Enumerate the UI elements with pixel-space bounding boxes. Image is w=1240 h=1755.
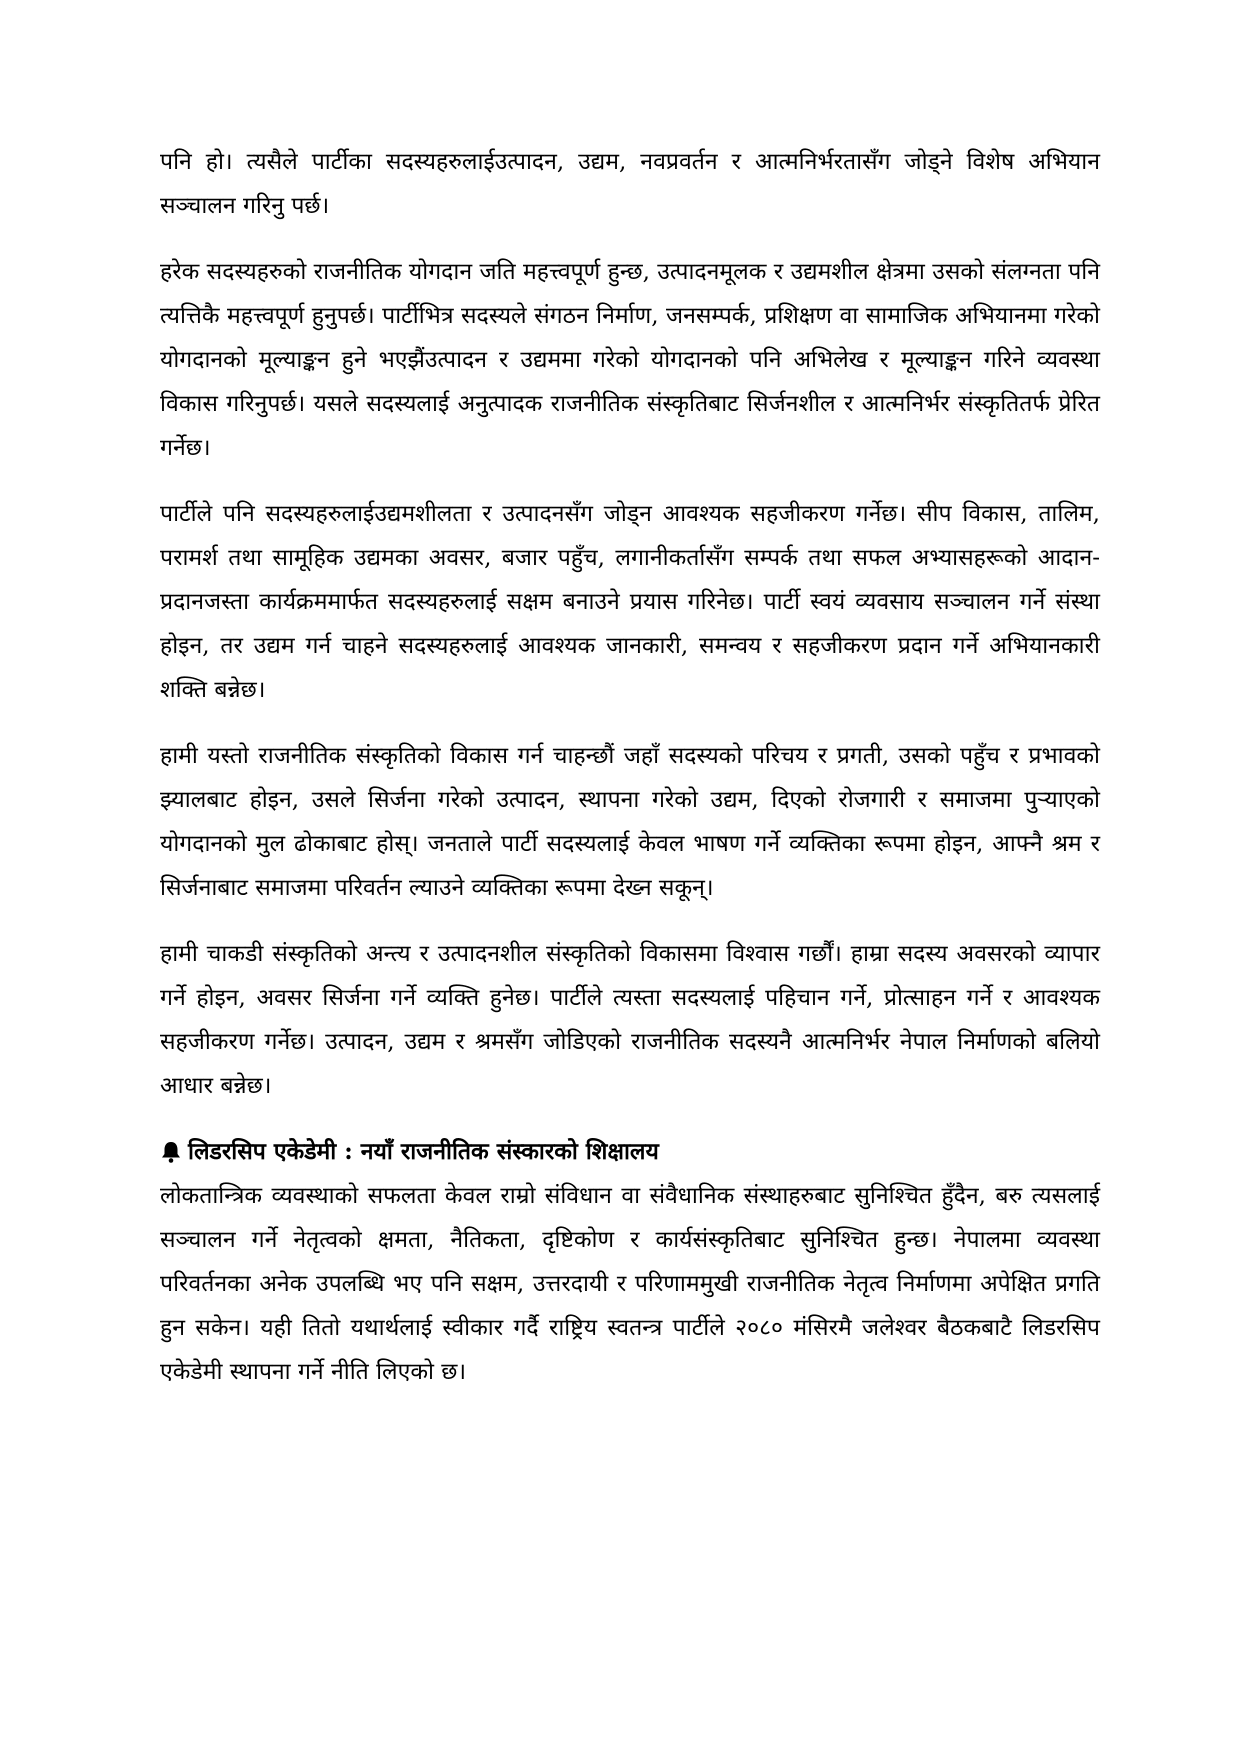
bell-icon	[160, 1140, 182, 1164]
paragraph-5: हामी चाकडी संस्कृतिको अन्त्य र उत्पादनशील संस्कृतिको विकासमा विश्वास गर्छौं। हाम्रा सदस्य अवसरको व्यापार गर्ने होइन, अवसर सिर्जना गर्ने व्यक्ति हुनेछ। पार्टीले त्यस्ता सदस्यलाई पहिचान गर्ने, प्रोत्साहन गर्ने र आवश्यक सहजीकरण गर्नेछ। उत्पादन, उद्यम र श्रमसँग जोडिएको राजनीतिक सदस्यनै आत्मनिर्भर नेपाल निर्माणको बलियो आधार बन्नेछ।	[160, 941, 1100, 1099]
paragraph-4: हामी यस्तो राजनीतिक संस्कृतिको विकास गर्न चाहन्छौं जहाँ सदस्यको परिचय र प्रगती, उसको पहुँच र प्रभावको झ्यालबाट होइन, उसले सिर्जना गरेको उत्पादन, स्थापना गरेको उद्यम, दिएको रोजगारी र समाजमा पुऱ्याएको योगदानको मुल ढोकाबाट होस्। जनताले पार्टी सदस्यलाई केवल भाषण गर्ने व्यक्तिका रूपमा होइन, आफ्नै श्रम र सिर्जनाबाट समाजमा परिवर्तन ल्याउने व्यक्तिका रूपमा देख्न सकून्।	[160, 743, 1100, 901]
paragraph-3: पार्टीले पनि सदस्यहरुलाईउद्यमशीलता र उत्पादनसँग जोड्न आवश्यक सहजीकरण गर्नेछ। सीप विकास, तालिम, परामर्श तथा सामूहिक उद्यमका अवसर, बजार पहुँच, लगानीकर्तासँग सम्पर्क तथा सफल अभ्यासहरूको आदान-प्रदानजस्ता कार्यक्रममार्फत सदस्यहरुलाई सक्षम बनाउने प्रयास गरिनेछ। पार्टी स्वयं व्यवसाय सञ्चालन गर्ने संस्था होइन, तर उद्यम गर्न चाहने सदस्यहरुलाई आवश्यक जानकारी, समन्वय र सहजीकरण प्रदान गर्ने अभियानकारी शक्ति बन्नेछ।	[160, 501, 1100, 703]
section-body: लोकतान्त्रिक व्यवस्थाको सफलता केवल राम्रो संविधान वा संवैधानिक संस्थाहरुबाट सुनिश्चित हुँदैन, बरु त्यसलाई सञ्चालन गर्ने नेतृत्वको क्षमता, नैतिकता, दृष्टिकोण र कार्यसंस्कृतिबाट सुनिश्चित हुन्छ। नेपालमा व्यवस्था परिवर्तनका अनेक उपलब्धि भए पनि सक्षम, उत्तरदायी र परिणाममुखी राजनीतिक नेतृत्व निर्माणमा अपेक्षित प्रगति हुन सकेन। यही तितो यथार्थलाई स्वीकार गर्दै राष्ट्रिय स्वतन्त्र पार्टीले २०८० मंसिरमै जलेश्वर बैठकबाटै लिडरसिप एकेडेमी स्थापना गर्ने नीति लिएको छ।	[160, 1183, 1100, 1385]
paragraph-2: हरेक सदस्यहरुको राजनीतिक योगदान जति महत्त्वपूर्ण हुन्छ, उत्पादनमूलक र उद्यमशील क्षेत्रमा उसको संलग्नता पनि त्यत्तिकै महत्त्वपूर्ण हुनुपर्छ। पार्टीभित्र सदस्यले संगठन निर्माण, जनसम्पर्क, प्रशिक्षण वा सामाजिक अभियानमा गरेको योगदानको मूल्याङ्कन हुने भएझैंउत्पादन र उद्यममा गरेको योगदानको पनि अभिलेख र मूल्याङ्कन गरिने व्यवस्था विकास गरिनुपर्छ। यसले सदस्यलाई अनुत्पादक राजनीतिक संस्कृतिबाट सिर्जनशील र आत्मनिर्भर संस्कृतितर्फ प्रेरित गर्नेछ।	[160, 259, 1100, 461]
section-heading	[160, 1130, 1100, 1174]
paragraph-1: पनि हो। त्यसैले पार्टीका सदस्यहरुलाईउत्पादन, उद्यम, नवप्रवर्तन र आत्मनिर्भरतासँग जोड्ने विशेष अभियान सञ्चालन गरिनु पर्छ।	[160, 149, 1100, 219]
section-heading-text: लिडरसिप एकेडेमी : नयाँ राजनीतिक संस्कारको शिक्षालय	[188, 1138, 659, 1165]
